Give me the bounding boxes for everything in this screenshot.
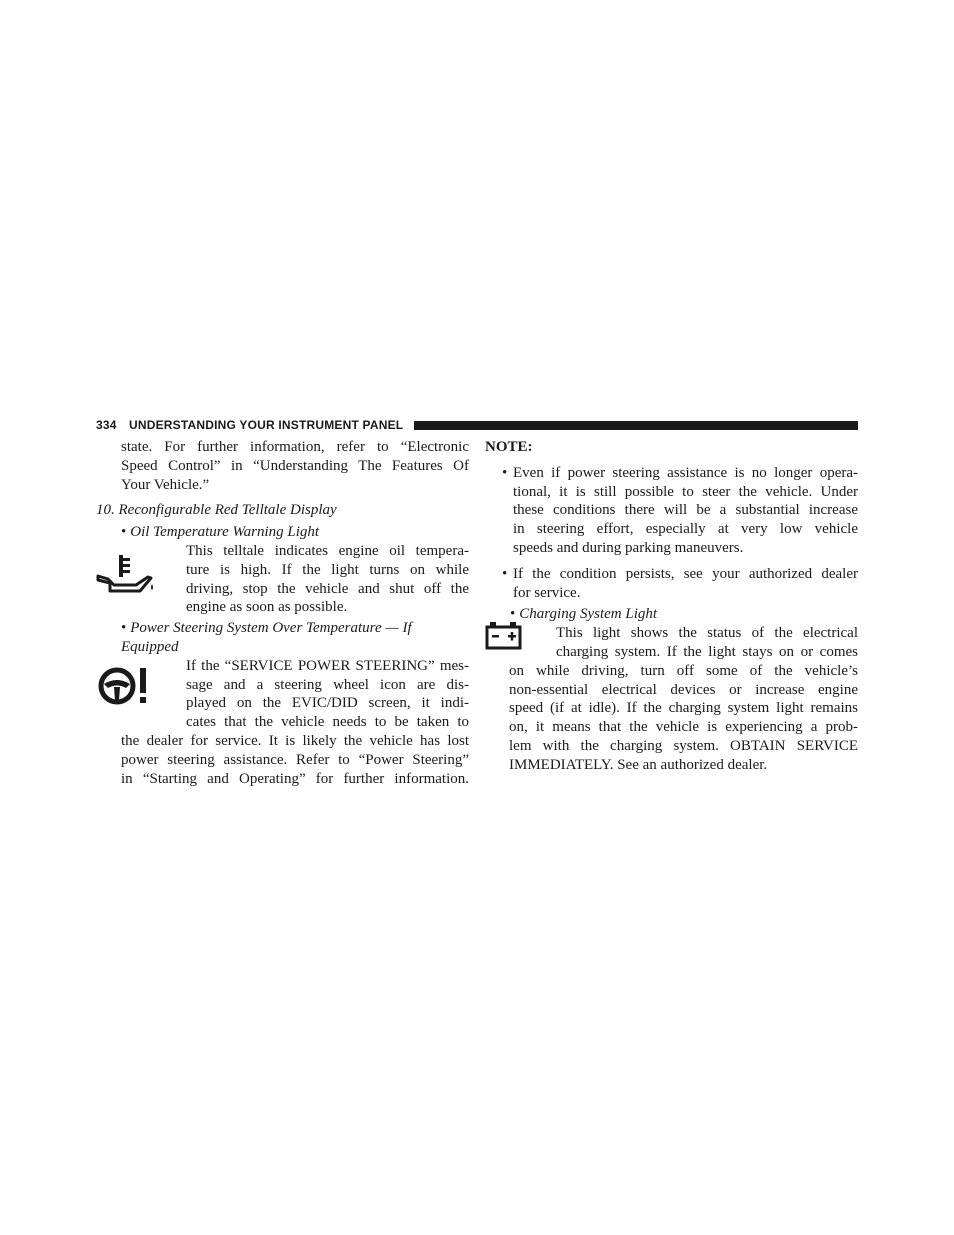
bullet: • xyxy=(510,606,516,623)
charging-wrap-text xyxy=(556,624,858,662)
bullet: • xyxy=(121,620,127,637)
power-steering-full-text xyxy=(96,732,469,788)
text-line: charging system. If the light stays on or comes xyxy=(556,643,858,660)
text-line: driving, stop the vehicle and shut off the xyxy=(186,580,469,597)
text-line: in steering effort, especially at very low vehicle xyxy=(513,521,858,538)
text-line: ture is high. If the light turns on while xyxy=(186,561,469,578)
text-line: on while driving, turn off some of the vehicle’s xyxy=(509,662,858,679)
charging-title xyxy=(485,605,858,624)
text-line: non-essential electrical devices or increase engine xyxy=(509,681,858,698)
text-line: for service. xyxy=(513,584,581,601)
text-line: tional, it is still possible to steer the vehicle. Under xyxy=(513,483,858,500)
text-line: engine as soon as possible. xyxy=(186,599,348,616)
section-title: UNDERSTANDING YOUR INSTRUMENT PANEL xyxy=(129,418,404,432)
text-line: Even if power steering assistance is no longer opera- xyxy=(513,464,858,481)
charging-full-text xyxy=(485,662,858,775)
note-bullet-2 xyxy=(485,565,858,603)
text-line: power steering assistance. Refer to “Power Steering” xyxy=(121,751,469,768)
text-line: these conditions there will be a substantial increase xyxy=(513,502,858,519)
oil-temp-block xyxy=(96,542,469,617)
battery-icon xyxy=(485,621,523,651)
text-line: If the “SERVICE POWER STEERING” mes- xyxy=(186,657,469,674)
text-line: This telltale indicates engine oil tempera- xyxy=(186,542,469,559)
text-line: Speed Control” in “Understanding The Features Of xyxy=(121,457,469,474)
page-header xyxy=(96,417,858,433)
right-column xyxy=(485,438,858,775)
left-column xyxy=(96,438,469,788)
text-line: on, it means that the vehicle is experiencing a prob- xyxy=(509,719,858,736)
power-steering-block xyxy=(96,657,469,732)
text-line: lem with the charging system. OBTAIN SERVICE xyxy=(509,737,858,754)
oil-temp-title-text: Oil Temperature Warning Light xyxy=(130,524,320,541)
text-line: IMMEDIATELY. See an authorized dealer. xyxy=(509,756,768,773)
text-line: speed (if at idle). If the charging system light remains xyxy=(509,700,858,717)
text-line: Your Vehicle.” xyxy=(121,476,210,493)
page-number: 334 xyxy=(96,418,117,432)
list-item-10-title: 10. Reconfigurable Red Telltale Display xyxy=(96,502,337,519)
charging-title-text: Charging System Light xyxy=(519,606,658,623)
text-line: cates that the vehicle needs to be taken to xyxy=(186,714,469,731)
text-line: played on the EVIC/DID screen, it indi- xyxy=(186,695,469,712)
text-line: sage and a steering wheel icon are dis- xyxy=(186,676,469,693)
oil-temperature-icon xyxy=(96,555,156,595)
power-steering-title-line1: Power Steering System Over Temperature — If xyxy=(130,620,412,637)
text-line: in “Starting and Operating” for further information. xyxy=(121,770,469,787)
charging-block xyxy=(485,624,858,662)
bullet: • xyxy=(502,464,508,481)
power-steering-title xyxy=(96,619,469,657)
text-line: the dealer for service. It is likely the vehicle has lost xyxy=(121,732,469,749)
power-steering-title-line2: Equipped xyxy=(121,638,179,655)
note-label: NOTE: xyxy=(485,439,533,455)
text-line: state. For further information, refer to “Electronic xyxy=(121,439,469,455)
bullet: • xyxy=(502,565,508,582)
note-bullet-1 xyxy=(485,464,858,558)
oil-temp-text xyxy=(186,542,469,617)
continued-paragraph xyxy=(96,438,469,494)
power-steering-wrap-text xyxy=(186,657,469,732)
text-line: This light shows the status of the electrical xyxy=(556,625,858,642)
power-steering-warning-icon xyxy=(96,663,152,709)
header-rule xyxy=(414,421,858,430)
text-line: speeds and during parking maneuvers. xyxy=(513,539,744,556)
text-line: If the condition persists, see your authorized dealer xyxy=(513,565,858,582)
oil-temp-title xyxy=(96,523,469,542)
bullet: • xyxy=(121,524,127,541)
